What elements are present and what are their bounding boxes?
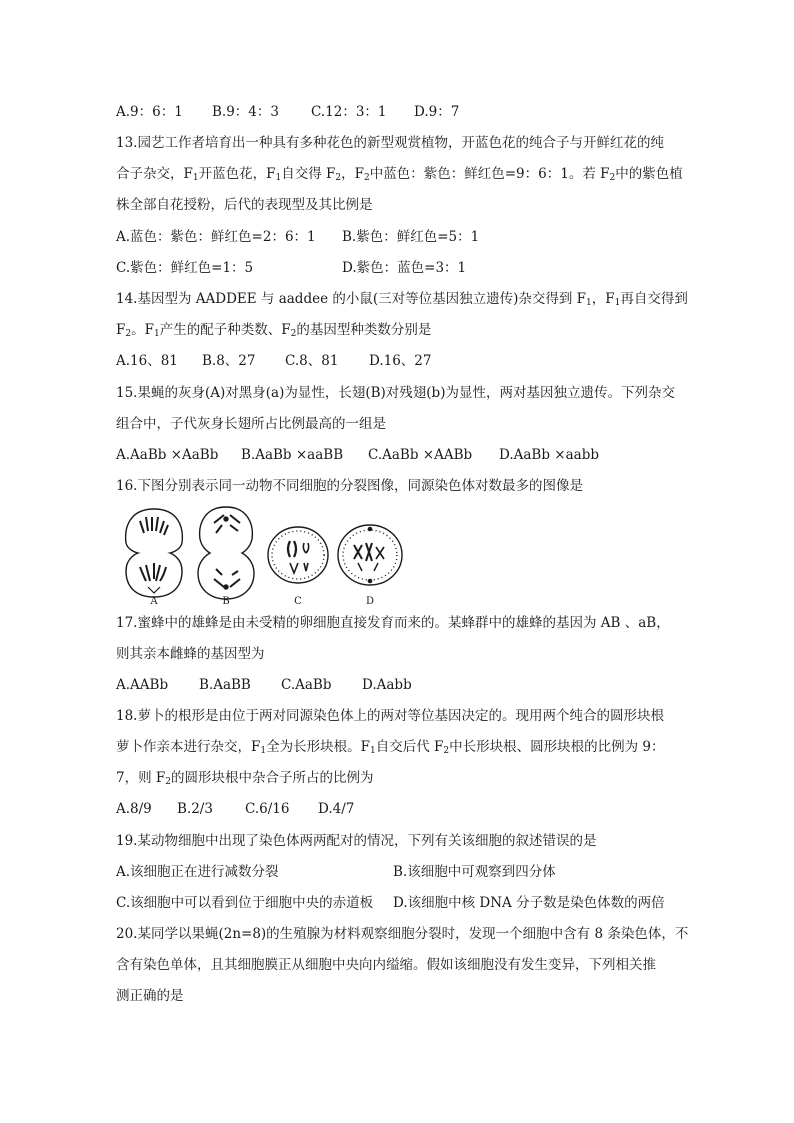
q13-options-row1: [116, 227, 479, 247]
q12-options: [116, 102, 459, 122]
q15-stem-line2: 组合中，子代灰身长翅所占比例最高的一组是: [116, 416, 386, 432]
cell-b-image: [198, 507, 254, 599]
q13-option-b: B.紫色：鲜红色=5：1: [342, 229, 480, 245]
q19-option-d: D.该细胞中核 DNA 分子数是染色体数的两倍: [393, 895, 665, 911]
cell-division-figure: [118, 505, 408, 605]
q15-stem-line1: 15.果蝇的灰身(A)对黑身(a)为显性，长翅(B)对残翅(b)为显性，两对基因独立遗传。下列杂交: [116, 385, 675, 401]
q12-option-d: D.9：7: [414, 104, 460, 120]
q19-options-row2: [116, 893, 665, 913]
q16-stem: 16.下图分别表示同一动物不同细胞的分裂图像，同源染色体对数最多的图像是: [116, 478, 583, 494]
cell-d-label: D: [365, 596, 375, 605]
q12-option-b: B.9：4：3: [212, 104, 279, 120]
cell-b-label: B: [222, 596, 230, 605]
cell-d-image: [338, 525, 402, 585]
q17-option-c: C.AaBb: [281, 677, 332, 693]
q19-option-a: A.该细胞正在进行减数分裂: [116, 864, 279, 880]
q15-options: [116, 445, 599, 465]
q19-stem: 19.某动物细胞中出现了染色体两两配对的情况，下列有关该细胞的叙述错误的是: [116, 833, 597, 849]
q17-stem-line2: 则其亲本雌蜂的基因型为: [116, 646, 265, 662]
q19-options-row1: [116, 862, 556, 882]
q20-stem-line1: 20.某同学以果蝇(2n=8)的生殖腺为材料观察细胞分裂时，发现一个细胞中含有 8 条染色体，不: [116, 926, 689, 942]
q18-stem-line3: 7，则 $F_2$的圆形块根中杂合子所占的比例为: [116, 770, 374, 787]
q13-stem-line2: 合子杂交，$F_1$开蓝色花，$F_1$自交得 $F_2$，$F_2$中蓝色：紫色：鲜红色=9：6：1。若 $F_2$中的紫色植: [116, 166, 683, 183]
q12-option-c: C.12：3：1: [311, 104, 387, 120]
q15-option-d: D.AaBb ×aabb: [499, 447, 599, 463]
q12-option-a: A.9：6：1: [116, 104, 183, 120]
q18-option-d: D.4/7: [318, 801, 355, 817]
q15-option-c: C.AaBb ×AABb: [368, 447, 473, 463]
q13-stem-line1: 13.园艺工作者培育出一种具有多种花色的新型观赏植物，开蓝色花的纯合子与开鲜红花的纯: [116, 135, 664, 151]
q17-option-d: D.Aabb: [362, 677, 412, 693]
q18-option-a: A.8/9: [116, 801, 152, 817]
q13-stem-line3: 株全部自花授粉，后代的表现型及其比例是: [116, 197, 373, 213]
q15-option-a: A.AaBb ×AaBb: [116, 447, 219, 463]
cell-c-image: [268, 527, 328, 583]
q14-option-a: A.16、81: [116, 353, 178, 369]
q20-stem-line3: 测正确的是: [116, 988, 184, 1004]
q19-option-b: B.该细胞中可观察到四分体: [393, 864, 556, 880]
q20-stem-line2: 含有染色单体，且其细胞膜正从细胞中央向内缢缩。假如该细胞没有发生变异，下列相关推: [116, 957, 656, 973]
q14-stem-line1: 14.基因型为 AADDEE 与 aaddee 的小鼠(三对等位基因独立遗传)杂交得到 $F_1$，$F_1$再自交得到: [116, 291, 688, 308]
q14-stem-line2: $F_2$。$F_1$产生的配子种类数、$F_2$的基因型种类数分别是: [116, 322, 432, 339]
q18-stem-line1: 18.萝卜的根形是由位于两对同源染色体上的两对等位基因决定的。现用两个纯合的圆形块根: [116, 708, 664, 724]
q18-option-b: B.2/3: [177, 801, 213, 817]
cell-c-label: C: [294, 596, 302, 605]
q13-option-d: D.紫色：蓝色=3：1: [342, 260, 467, 276]
cell-a-image: [126, 509, 183, 597]
q13-option-c: C.紫色：鲜红色=1：5: [116, 260, 254, 276]
q13-option-a: A.蓝色：紫色：鲜红色=2：6：1: [116, 229, 316, 245]
q14-option-b: B.8、27: [202, 353, 256, 369]
q15-option-b: B.AaBb ×aaBB: [241, 447, 344, 463]
q17-options: [116, 675, 412, 695]
q14-option-c: C.8、81: [285, 353, 339, 369]
q19-option-c: C.该细胞中可以看到位于细胞中央的赤道板: [116, 895, 374, 911]
q17-option-a: A.AABb: [116, 677, 169, 693]
q14-option-d: D.16、27: [369, 353, 432, 369]
cell-a-label: A: [150, 596, 158, 605]
q18-options: [116, 799, 354, 819]
q17-option-b: B.AaBB: [199, 677, 251, 693]
q17-stem-line1: 17.蜜蜂中的雄蜂是由未受精的卵细胞直接发育而来的。某蜂群中的雄蜂的基因为 AB 、aB，: [116, 615, 670, 631]
q18-option-c: C.6/16: [245, 801, 290, 817]
q18-stem-line2: 萝卜作亲本进行杂交，$F_1$全为长形块根。$F_1$自交后代 $F_2$中长形块根、圆形块根的比例为 9：: [116, 739, 665, 756]
q14-options: [116, 351, 432, 371]
q13-options-row2: [116, 258, 466, 278]
